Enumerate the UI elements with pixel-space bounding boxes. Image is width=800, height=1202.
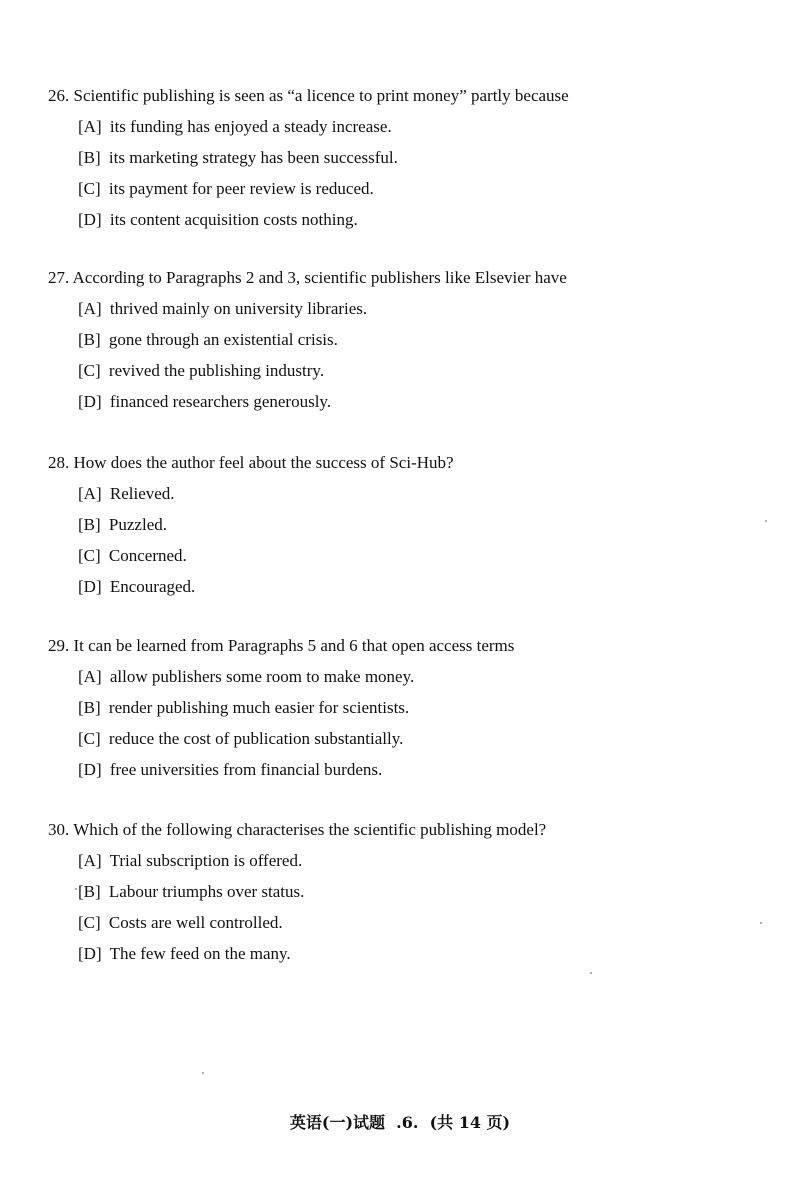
scan-speck bbox=[590, 972, 592, 974]
option-text: its marketing strategy has been successful. bbox=[108, 148, 398, 167]
option-label: [D] bbox=[78, 392, 102, 411]
option-d bbox=[48, 760, 768, 780]
option-text: Puzzled. bbox=[108, 515, 167, 534]
option-b bbox=[48, 698, 768, 718]
option-a bbox=[48, 117, 768, 137]
option-label: [C] bbox=[78, 361, 101, 380]
option-b bbox=[48, 882, 768, 902]
option-text: render publishing much easier for scientists. bbox=[108, 698, 410, 717]
option-text: revived the publishing industry. bbox=[108, 361, 325, 380]
option-a bbox=[48, 484, 768, 504]
page-footer: 英语(一)试题 .6. (共 14 页) bbox=[289, 1113, 511, 1132]
question-stem: 30. Which of the following characterises the scientific publishing model? bbox=[48, 820, 547, 839]
option-label: [B] bbox=[78, 698, 101, 717]
option-label: [B] bbox=[78, 330, 101, 349]
option-label: [A] bbox=[78, 851, 102, 870]
scan-speck bbox=[765, 520, 767, 522]
option-text: Concerned. bbox=[108, 546, 187, 565]
option-text: Costs are well controlled. bbox=[108, 913, 283, 932]
option-text: its funding has enjoyed a steady increase. bbox=[109, 117, 392, 136]
option-d bbox=[48, 944, 768, 964]
question-stem: 28. How does the author feel about the success of Sci-Hub? bbox=[48, 453, 454, 472]
option-label: [D] bbox=[78, 210, 102, 229]
option-b bbox=[48, 515, 768, 535]
option-text: thrived mainly on university libraries. bbox=[109, 299, 368, 318]
question-26 bbox=[48, 86, 768, 230]
option-label: [D] bbox=[78, 760, 102, 779]
option-text: Relieved. bbox=[109, 484, 175, 503]
question-28 bbox=[48, 453, 768, 597]
option-c bbox=[48, 913, 768, 933]
option-label: [B] bbox=[78, 515, 101, 534]
option-text: gone through an existential crisis. bbox=[108, 330, 338, 349]
option-b bbox=[48, 148, 768, 168]
option-text: Encouraged. bbox=[109, 577, 196, 596]
question-stem: 29. It can be learned from Paragraphs 5 and 6 that open access terms bbox=[48, 636, 515, 655]
option-text: allow publishers some room to make money. bbox=[109, 667, 415, 686]
option-text: Labour triumphs over status. bbox=[108, 882, 305, 901]
option-label: [C] bbox=[78, 913, 101, 932]
option-text: Trial subscription is offered. bbox=[109, 851, 303, 870]
option-label: [A] bbox=[78, 117, 102, 136]
option-text: free universities from financial burdens. bbox=[109, 760, 383, 779]
option-label: [B] bbox=[78, 148, 101, 167]
question-stem: 26. Scientific publishing is seen as “a licence to print money” partly because bbox=[48, 86, 569, 105]
question-27 bbox=[48, 268, 768, 412]
option-a bbox=[48, 299, 768, 319]
option-b bbox=[48, 330, 768, 350]
option-d bbox=[48, 577, 768, 597]
option-label: [D] bbox=[78, 944, 102, 963]
option-label: [B] bbox=[78, 882, 101, 901]
scan-speck bbox=[75, 888, 77, 890]
option-d bbox=[48, 392, 768, 412]
scan-speck bbox=[202, 1072, 204, 1074]
option-label: [C] bbox=[78, 179, 101, 198]
option-label: [A] bbox=[78, 484, 102, 503]
option-text: financed researchers generously. bbox=[109, 392, 332, 411]
option-label: [D] bbox=[78, 577, 102, 596]
question-30 bbox=[48, 820, 768, 964]
scan-speck bbox=[760, 922, 762, 924]
option-c bbox=[48, 729, 768, 749]
option-text: its content acquisition costs nothing. bbox=[109, 210, 358, 229]
option-d bbox=[48, 210, 768, 230]
option-c bbox=[48, 179, 768, 199]
option-label: [C] bbox=[78, 546, 101, 565]
question-29 bbox=[48, 636, 768, 780]
question-stem: 27. According to Paragraphs 2 and 3, scientific publishers like Elsevier have bbox=[48, 268, 567, 287]
option-label: [A] bbox=[78, 299, 102, 318]
option-text: its payment for peer review is reduced. bbox=[108, 179, 374, 198]
option-text: The few feed on the many. bbox=[109, 944, 291, 963]
option-a bbox=[48, 667, 768, 687]
option-text: reduce the cost of publication substantially. bbox=[108, 729, 404, 748]
option-c bbox=[48, 546, 768, 566]
option-label: [C] bbox=[78, 729, 101, 748]
option-a bbox=[48, 851, 768, 871]
option-c bbox=[48, 361, 768, 381]
option-label: [A] bbox=[78, 667, 102, 686]
